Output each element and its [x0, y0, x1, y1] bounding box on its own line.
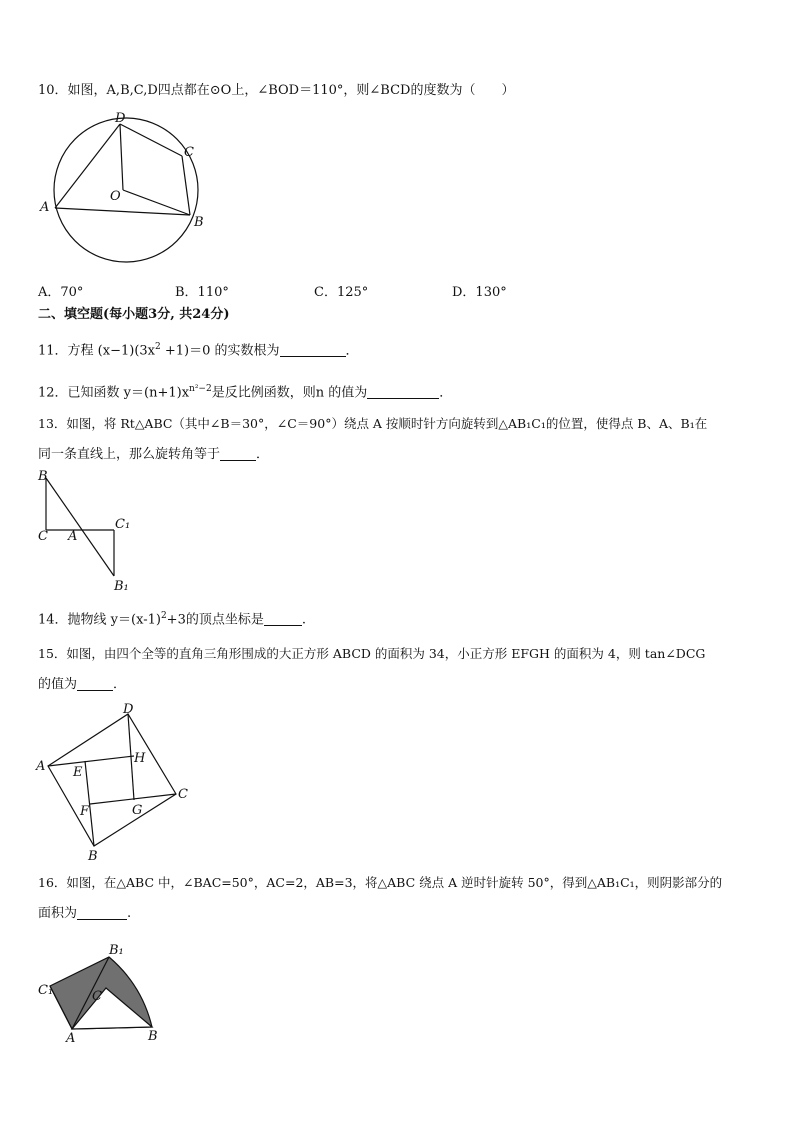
q13-rotation-figure [30, 468, 150, 598]
label-b: B [88, 849, 98, 864]
seg-ab [55, 208, 190, 215]
label-c1: C₁ [115, 517, 131, 532]
seg-b-b1 [46, 478, 114, 576]
q11-end: ． [345, 343, 359, 359]
q13-line2: 同一条直线上，那么旋转角等于 [38, 447, 221, 462]
section-heading: 二、填空题(每小题3分, 共24分) [38, 307, 230, 322]
q12-answer-blank[interactable] [367, 384, 439, 399]
q14-stem [38, 607, 306, 629]
label-b: B [194, 215, 204, 230]
q16-stem-line2 [38, 905, 131, 923]
q14-end: . [301, 612, 306, 628]
seg-cb [182, 156, 190, 215]
q11-exp: 2 [155, 342, 161, 352]
seg-dc [120, 124, 182, 156]
q14-answer-blank[interactable] [264, 611, 302, 626]
label-a: A [68, 529, 78, 544]
q14-prefix: 14．抛物线 y＝(x-1) [38, 612, 161, 628]
q13-answer-blank[interactable] [220, 446, 256, 461]
q16-end: . [127, 906, 132, 921]
q11-stem [38, 338, 359, 360]
label-d: D [123, 702, 134, 717]
q11-answer-blank[interactable] [280, 342, 346, 357]
label-b1: B₁ [109, 943, 124, 958]
q15-stem-line1: 15．如图，由四个全等的直角三角形围成的大正方形 ABCD 的面积为 34，小正方形 EFGH 的面积为 4，则 tan∠DCG [38, 646, 706, 661]
label-a: A [66, 1031, 76, 1046]
q12-stem [38, 380, 452, 402]
label-a: A [40, 200, 50, 215]
label-c: C [184, 145, 194, 160]
label-c1: C₁ [38, 983, 54, 998]
label-b: B [38, 469, 48, 484]
label-a: A [36, 759, 46, 774]
q15-square-figure [30, 700, 200, 865]
label-c: C [178, 787, 188, 802]
q12-prefix: 12．已知函数 y＝(n+1)x [38, 385, 190, 401]
q16-shaded-figure [30, 940, 180, 1050]
q16-stem-line1: 16．如图，在△ABC 中，∠BAC=50°，AC=2，AB=3，将△ABC 绕点 A 逆时针旋转 50°，得到△AB₁C₁，则阴影部分的 [38, 875, 723, 890]
q11-prefix: 11．方程 (x−1)(3x [38, 343, 155, 359]
q11-suffix: +1)＝0 的实数根为 [160, 343, 280, 359]
label-f: F [80, 804, 90, 819]
label-g: G [132, 803, 143, 818]
q10-option-b[interactable]: B．110° [175, 285, 229, 300]
q13-end: ． [256, 447, 270, 462]
label-c: C [38, 529, 48, 544]
q15-answer-blank[interactable] [77, 676, 113, 691]
big-square-abcd [48, 714, 176, 846]
circle-o [54, 118, 198, 262]
label-b: B [148, 1029, 158, 1044]
q10-circle-figure [30, 108, 220, 278]
q16-answer-blank[interactable] [77, 905, 127, 920]
seg-od [120, 124, 123, 190]
q14-suffix: +3的顶点坐标是 [166, 612, 264, 628]
q16-line2: 面积为 [38, 906, 78, 921]
q10-option-a[interactable]: A．70° [38, 285, 84, 300]
label-e: E [73, 765, 83, 780]
q12-end: ． [439, 385, 453, 401]
q10-option-c[interactable]: C．125° [314, 285, 369, 300]
label-h: H [134, 751, 146, 766]
label-b1: B₁ [114, 579, 129, 594]
q13-stem-line1: 13．如图，将 Rt△ABC（其中∠B＝30°，∠C＝90°）绕点 A 按顺时针方向旋转到△AB₁C₁的位置，使得点 B、A、B₁在 [38, 416, 708, 431]
q14-exp: 2 [160, 611, 167, 621]
q15-line2: 的值为 [38, 677, 78, 692]
q12-suffix: 是反比例函数，则n 的值为 [211, 385, 368, 401]
seg-ob [123, 190, 190, 215]
q15-stem-line2 [38, 676, 126, 694]
q10-option-d[interactable]: D．130° [452, 285, 507, 300]
label-d: D [115, 111, 126, 126]
q10-stem: 10．如图，A,B,C,D四点都在⊙O上，∠BOD＝110°，则∠BCD的度数为（ ） [38, 83, 515, 98]
q15-end: ． [113, 677, 127, 692]
label-o: O [110, 189, 121, 204]
label-c: C [92, 989, 102, 1004]
q13-stem-line2 [38, 446, 269, 464]
q12-exp: n²−2 [189, 384, 212, 394]
